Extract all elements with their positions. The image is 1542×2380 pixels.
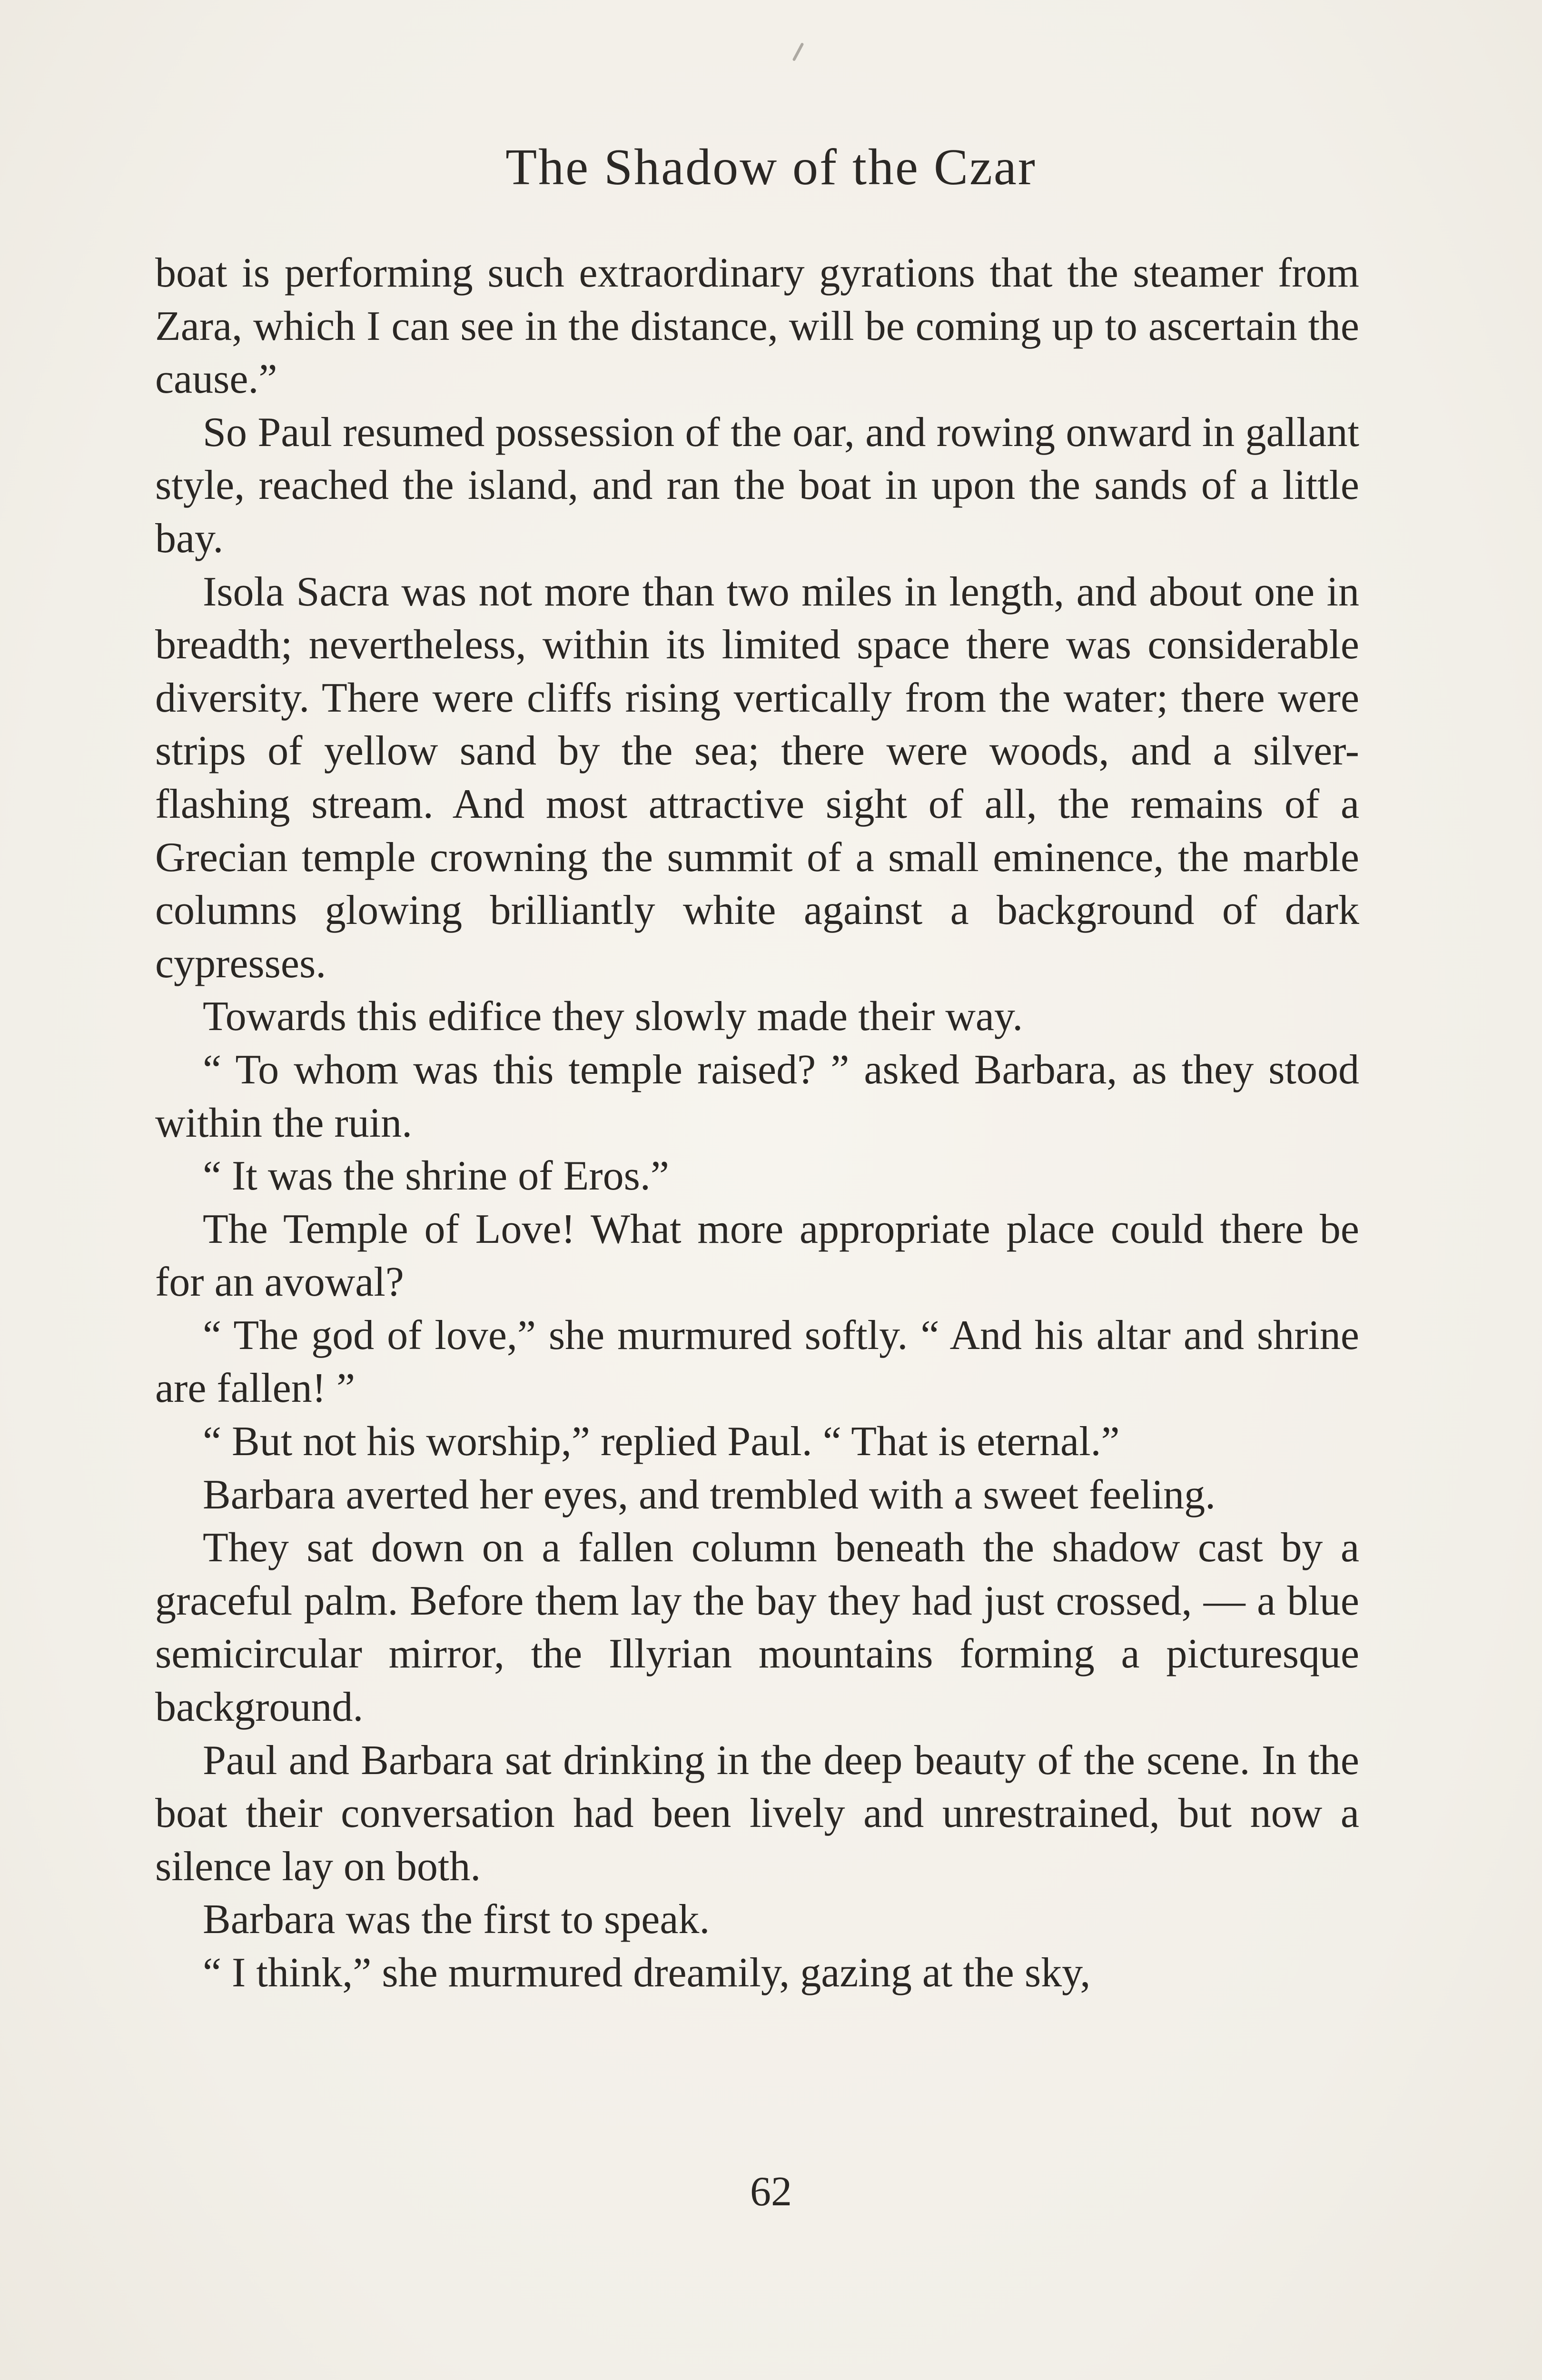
paragraph-10: Barbara averted her eyes, and trembled with a sweet feeling.	[203, 1471, 1216, 1518]
paragraph-5: “ To whom was this temple raised? ” asked Barbara, as they stood within the ruin.	[155, 1046, 1359, 1146]
paragraph-7: The Temple of Love! What more appropriate place could there be for an avowal?	[155, 1206, 1359, 1306]
paragraph-11: They sat down on a fallen column beneath the shadow cast by a graceful palm. Before them lay the bay they had just crossed, — a blue semicircular mirror, the Illyrian mountains forming a picturesque background.	[155, 1525, 1359, 1731]
running-head: The Shadow of the Czar	[505, 139, 1037, 196]
paragraph-14: “ I think,” she murmured dreamily, gazing at the sky,	[203, 1950, 1091, 1996]
page-number: 62	[750, 2169, 792, 2215]
paragraph-9: “ But not his worship,” replied Paul. “ That is eternal.”	[203, 1418, 1120, 1465]
paragraph-13: Barbara was the first to speak.	[203, 1896, 710, 1943]
paragraph-4: Towards this edifice they slowly made their way.	[203, 993, 1023, 1040]
paragraph-8: “ The god of love,” she murmured softly. “ And his altar and shrine are fallen! ”	[155, 1312, 1359, 1412]
paragraph-3: Isola Sacra was not more than two miles in length, and about one in breadth; nevertheless, within its limited space there was considerable diversity. There were cliffs rising vertically from the water; there were strips of yellow sand by the sea; there were woods, and a silver-flashing stream. And most attractive sight of all, the remains of a Grecian temple crowning the summit of a small eminence, the marble columns glowing brilliantly white against a background of dark cypresses.	[155, 568, 1359, 987]
paragraph-6: “ It was the shrine of Eros.”	[203, 1153, 669, 1200]
pencil-mark	[792, 42, 804, 61]
paragraph-2: So Paul resumed possession of the oar, and rowing onward in gallant style, reached the island, and ran the boat in upon the sands of a little bay.	[155, 409, 1359, 562]
body-text	[155, 247, 1359, 2000]
paragraph-12: Paul and Barbara sat drinking in the deep beauty of the scene. In the boat their conversation had been lively and unrestrained, but now a silence lay on both.	[155, 1737, 1359, 1890]
paragraph-1: boat is performing such extraordinary gyrations that the steamer from Zara, which I can see in the distance, will be coming up to ascertain the cause.”	[155, 250, 1359, 403]
